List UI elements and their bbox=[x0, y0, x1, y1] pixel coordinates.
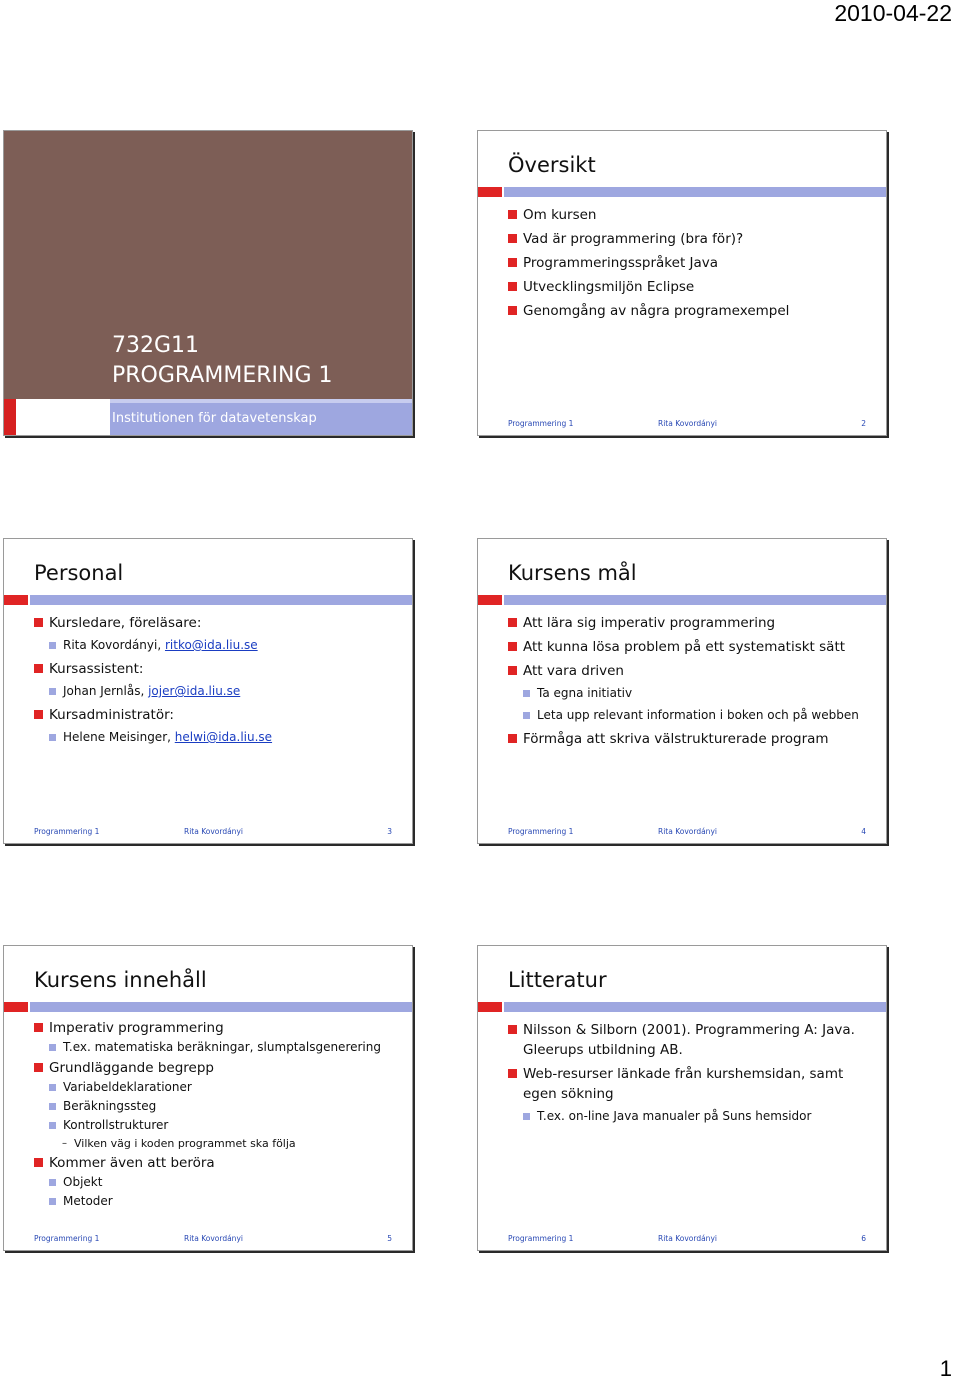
footer-slide-number: 3 bbox=[387, 827, 392, 836]
bullet-item: Att vara driven bbox=[508, 661, 878, 681]
email-link[interactable]: ritko@ida.liu.se bbox=[164, 638, 258, 652]
rule-red bbox=[4, 1002, 28, 1012]
rule-blue bbox=[30, 1002, 412, 1012]
heading-rule bbox=[478, 595, 886, 605]
slide-oversikt bbox=[477, 130, 887, 436]
bullet-item: Om kursen bbox=[508, 205, 878, 225]
bullet-item: Kursassistent: bbox=[34, 659, 404, 679]
footer-author: Rita Kovordányi bbox=[184, 1234, 243, 1243]
bullet-item: Imperativ programmering bbox=[34, 1018, 404, 1038]
slide-title bbox=[3, 130, 413, 436]
email-link[interactable]: helwi@ida.liu.se bbox=[174, 730, 273, 744]
rule-blue bbox=[504, 595, 886, 605]
slide-heading: Översikt bbox=[508, 153, 596, 177]
footer-slide-number: 5 bbox=[387, 1234, 392, 1243]
slide-heading: Litteratur bbox=[508, 968, 607, 992]
slide-footer bbox=[34, 1234, 392, 1246]
title-white-strip bbox=[16, 399, 110, 435]
email-link[interactable]: jojer@ida.liu.se bbox=[148, 684, 241, 698]
heading-rule bbox=[478, 1002, 886, 1012]
bullet-item: Grundläggande begrepp bbox=[34, 1058, 404, 1078]
heading-rule bbox=[4, 595, 412, 605]
footer-slide-number: 4 bbox=[861, 827, 866, 836]
rule-red bbox=[4, 595, 28, 605]
title-line-name: PROGRAMMERING 1 bbox=[112, 363, 333, 388]
slide-footer bbox=[508, 1234, 866, 1246]
slide-heading: Kursens mål bbox=[508, 561, 637, 585]
sub-bullet-item: Ta egna initiativ bbox=[523, 685, 878, 702]
rule-red bbox=[478, 1002, 502, 1012]
title-accent-bar bbox=[4, 399, 16, 435]
sub-bullet-item: Beräkningssteg bbox=[49, 1098, 404, 1115]
bullet-item: Kursledare, föreläsare: bbox=[34, 613, 404, 633]
slide-content bbox=[508, 205, 878, 325]
sub-bullet-item: Leta upp relevant information i boken och på webben bbox=[523, 707, 878, 724]
slide-footer bbox=[508, 419, 866, 431]
sub-bullet-item: Kontrollstrukturer bbox=[49, 1117, 404, 1134]
footer-course: Programmering 1 bbox=[508, 827, 574, 836]
footer-slide-number: 2 bbox=[861, 419, 866, 428]
sub-bullet-item bbox=[49, 637, 404, 654]
bullet-item: Att kunna lösa problem på ett systematiskt sätt bbox=[508, 637, 878, 657]
footer-course: Programmering 1 bbox=[508, 419, 574, 428]
sub-bullet-item: Variabeldeklarationer bbox=[49, 1079, 404, 1096]
slide-heading: Personal bbox=[34, 561, 124, 585]
footer-course: Programmering 1 bbox=[34, 827, 100, 836]
slide-subtitle: Institutionen för datavetenskap bbox=[112, 411, 317, 426]
slide-kursens-mal bbox=[477, 538, 887, 844]
bullet-item: Programmeringsspråket Java bbox=[508, 253, 878, 273]
person-name: Rita Kovordányi, bbox=[63, 638, 165, 652]
bullet-item: Förmåga att skriva välstrukturerade program bbox=[508, 729, 878, 749]
sub-bullet-item: Objekt bbox=[49, 1174, 404, 1191]
footer-author: Rita Kovordányi bbox=[658, 827, 717, 836]
heading-rule bbox=[478, 187, 886, 197]
footer-author: Rita Kovordányi bbox=[184, 827, 243, 836]
bullet-item: Att lära sig imperativ programmering bbox=[508, 613, 878, 633]
person-name: Helene Meisinger, bbox=[63, 730, 175, 744]
page-number: 1 bbox=[939, 1356, 952, 1381]
rule-red bbox=[478, 595, 502, 605]
sub-sub-bullet-item: – Vilken väg i koden programmet ska följa bbox=[62, 1136, 404, 1151]
rule-blue bbox=[504, 1002, 886, 1012]
heading-rule bbox=[4, 1002, 412, 1012]
bullet-item: Kommer även att beröra bbox=[34, 1153, 404, 1173]
slide-content bbox=[34, 613, 404, 751]
slide-content bbox=[508, 613, 878, 753]
rule-blue bbox=[30, 595, 412, 605]
slide-kursens-innehall bbox=[3, 945, 413, 1251]
sub-bullet-item: T.ex. on-line Java manualer på Suns hemsidor bbox=[523, 1108, 878, 1125]
title-line-code: 732G11 bbox=[112, 333, 200, 358]
sub-bullet-item: T.ex. matematiska beräkningar, slumptalsgenerering bbox=[49, 1039, 404, 1056]
footer-course: Programmering 1 bbox=[508, 1234, 574, 1243]
footer-slide-number: 6 bbox=[861, 1234, 866, 1243]
slide-heading: Kursens innehåll bbox=[34, 968, 207, 992]
bullet-item: Utvecklingsmiljön Eclipse bbox=[508, 277, 878, 297]
slide-footer bbox=[508, 827, 866, 839]
footer-author: Rita Kovordányi bbox=[658, 1234, 717, 1243]
bullet-item: Web-resurser länkade från kurshemsidan, samt egen sökning bbox=[508, 1064, 878, 1104]
sub-bullet-item bbox=[49, 729, 404, 746]
slide-personal bbox=[3, 538, 413, 844]
sub-bullet-item: Metoder bbox=[49, 1193, 404, 1210]
slide-litteratur bbox=[477, 945, 887, 1251]
rule-red bbox=[478, 187, 502, 197]
bullet-item: Vad är programmering (bra för)? bbox=[508, 229, 878, 249]
rule-blue bbox=[504, 187, 886, 197]
slide-content bbox=[508, 1020, 878, 1130]
header-date: 2010-04-22 bbox=[834, 0, 952, 26]
slide-footer bbox=[34, 827, 392, 839]
footer-author: Rita Kovordányi bbox=[658, 419, 717, 428]
bullet-item: Nilsson & Silborn (2001). Programmering A: Java. Gleerups utbildning AB. bbox=[508, 1020, 878, 1060]
person-name: Johan Jernlås, bbox=[63, 684, 149, 698]
slide-content bbox=[34, 1018, 404, 1212]
bullet-item: Genomgång av några programexempel bbox=[508, 301, 878, 321]
footer-course: Programmering 1 bbox=[34, 1234, 100, 1243]
title-blue-bar-top bbox=[110, 399, 412, 403]
sub-bullet-item bbox=[49, 683, 404, 700]
bullet-item: Kursadministratör: bbox=[34, 705, 404, 725]
slide-main-title bbox=[112, 331, 333, 391]
